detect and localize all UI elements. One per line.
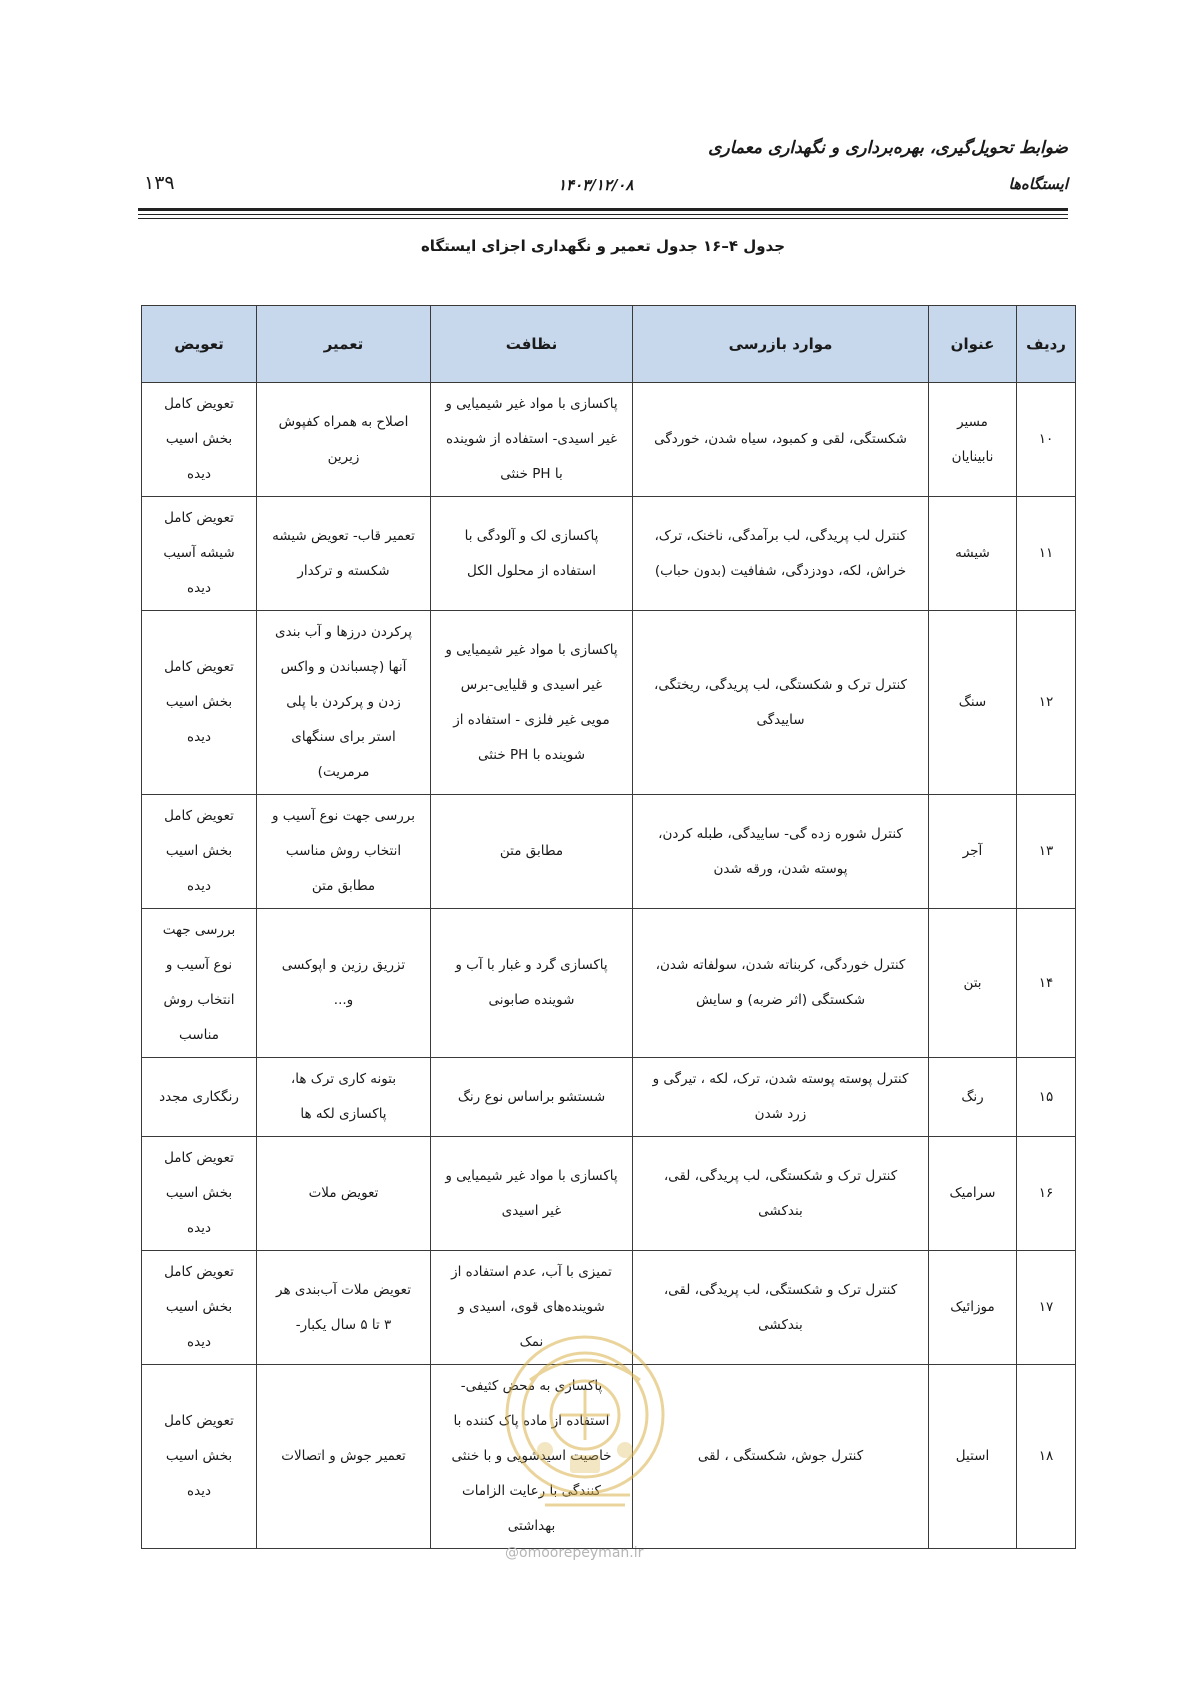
cell-inspection: کنترل ترک و شکستگی، لب پریدگی، لقی، بندکشی xyxy=(633,1137,929,1251)
table-caption: جدول ۴–۱۶ جدول تعمیر و نگهداری اجزای ایستگاه xyxy=(420,237,786,255)
header-repair: تعمیر xyxy=(257,306,431,383)
cell-cleaning: مطابق متن xyxy=(431,795,633,909)
document-title: ضوابط تحویل‌گیری، بهره‌برداری و نگهداری معماری xyxy=(708,138,1068,158)
cell-inspection: کنترل جوش، شکستگی ، لقی xyxy=(633,1365,929,1549)
cell-replacement: تعویض کامل بخش اسیب دیده xyxy=(142,795,257,909)
table-row xyxy=(142,795,1076,909)
cell-cleaning: پاکسازی گرد و غبار با آب و شوینده صابونی xyxy=(431,909,633,1058)
maintenance-table xyxy=(141,305,1076,1549)
cell-replacement: بررسی جهت نوع آسیب و انتخاب روش مناسب xyxy=(142,909,257,1058)
cell-cleaning: شستشو براساس نوع رنگ xyxy=(431,1058,633,1137)
cell-title: مسیر نابینایان xyxy=(929,383,1017,497)
cell-cleaning: پاکسازی با مواد غیر شیمیایی و غیر اسیدی و قلیایی-برس مویی غیر فلزی - استفاده از شوینده با PH خنثی xyxy=(431,611,633,795)
cell-inspection: کنترل شوره زده گی- ساییدگی، طبله کردن، پوسته شدن، ورقه شدن xyxy=(633,795,929,909)
cell-inspection: کنترل پوسته پوسته شدن، ترک، لکه ، تیرگی و زرد شدن xyxy=(633,1058,929,1137)
table-row xyxy=(142,497,1076,611)
cell-title: استیل xyxy=(929,1365,1017,1549)
cell-row-number: ۱۷ xyxy=(1017,1251,1076,1365)
table-header-row xyxy=(142,306,1076,383)
cell-inspection: کنترل ترک و شکستگی، لب پریدگی، ریختگی، ساییدگی xyxy=(633,611,929,795)
cell-cleaning: پاکسازی با مواد غیر شیمیایی و غیر اسیدی- استفاده از شوینده با PH خنثی xyxy=(431,383,633,497)
cell-inspection: شکستگی، لقی و کمبود، سیاه شدن، خوردگی xyxy=(633,383,929,497)
cell-cleaning: پاکسازی لک و آلودگی با استفاده از محلول الکل xyxy=(431,497,633,611)
table-row xyxy=(142,1137,1076,1251)
page-number: ۱۳۹ xyxy=(144,172,175,194)
cell-row-number: ۱۳ xyxy=(1017,795,1076,909)
cell-replacement: رنگکاری مجدد xyxy=(142,1058,257,1137)
cell-title: شیشه xyxy=(929,497,1017,611)
cell-replacement: تعویض کامل بخش اسیب دیده xyxy=(142,1137,257,1251)
cell-title: رنگ xyxy=(929,1058,1017,1137)
cell-inspection: کنترل ترک و شکستگی، لب پریدگی، لقی، بندکشی xyxy=(633,1251,929,1365)
cell-repair: بتونه کاری ترک ها، پاکسازی لکه ها xyxy=(257,1058,431,1137)
cell-repair: تزریق رزین و اپوکسی و... xyxy=(257,909,431,1058)
table-row xyxy=(142,909,1076,1058)
cell-inspection: کنترل خوردگی، کربناته شدن، سولفاته شدن، شکستگی (اثر ضربه) و سایش xyxy=(633,909,929,1058)
cell-title: سنگ xyxy=(929,611,1017,795)
header-divider-thin xyxy=(138,214,1068,215)
cell-title: موزائیک xyxy=(929,1251,1017,1365)
cell-replacement: تعویض کامل بخش اسیب دیده xyxy=(142,1251,257,1365)
table-row xyxy=(142,1251,1076,1365)
table-row xyxy=(142,383,1076,497)
header-divider-thin xyxy=(138,218,1068,219)
header-row-number: ردیف xyxy=(1017,306,1076,383)
table-row xyxy=(142,611,1076,795)
maintenance-table-wrapper xyxy=(142,305,1076,1549)
cell-repair: تعویض ملات xyxy=(257,1137,431,1251)
cell-row-number: ۱۰ xyxy=(1017,383,1076,497)
table-row xyxy=(142,1058,1076,1137)
cell-title: آجر xyxy=(929,795,1017,909)
cell-repair: اصلاح به همراه کفپوش زیرین xyxy=(257,383,431,497)
cell-cleaning: پاکسازی با مواد غیر شیمیایی و غیر اسیدی xyxy=(431,1137,633,1251)
header-inspection: موارد بازرسی xyxy=(633,306,929,383)
cell-repair: تعویض ملات آب‌بندی هر ۳ تا ۵ سال یکبار- xyxy=(257,1251,431,1365)
document-date: ۱۴۰۳/۱۲/۰۸ xyxy=(558,176,634,194)
cell-replacement: تعویض کامل بخش اسیب دیده xyxy=(142,1365,257,1549)
cell-row-number: ۱۱ xyxy=(1017,497,1076,611)
header-replacement: تعویض xyxy=(142,306,257,383)
table-row xyxy=(142,1365,1076,1549)
cell-row-number: ۱۸ xyxy=(1017,1365,1076,1549)
page-header xyxy=(138,128,1068,208)
cell-row-number: ۱۴ xyxy=(1017,909,1076,1058)
cell-repair: بررسی جهت نوع آسیب و انتخاب روش مناسب مطابق متن xyxy=(257,795,431,909)
cell-inspection: کنترل لب پریدگی، لب برآمدگی، ناخنک، ترک، خراش، لکه، دودزدگی، شفافیت (بدون حباب) xyxy=(633,497,929,611)
cell-title: سرامیک xyxy=(929,1137,1017,1251)
cell-title: بتن xyxy=(929,909,1017,1058)
cell-replacement: تعویض کامل بخش اسیب دیده xyxy=(142,611,257,795)
cell-replacement: تعویض کامل بخش اسیب دیده xyxy=(142,383,257,497)
cell-repair: پرکردن درزها و آب بندی آنها (چسباندن و واکس زدن و پرکردن با پلی استر برای سنگهای مرمریت) xyxy=(257,611,431,795)
cell-row-number: ۱۶ xyxy=(1017,1137,1076,1251)
cell-row-number: ۱۲ xyxy=(1017,611,1076,795)
cell-repair: تعمیر قاب- تعویض شیشه شکسته و ترکدار xyxy=(257,497,431,611)
header-cleaning: نظافت xyxy=(431,306,633,383)
cell-repair: تعمیر جوش و اتصالات xyxy=(257,1365,431,1549)
header-title: عنوان xyxy=(929,306,1017,383)
document-subtitle: ایستگاه‌ها xyxy=(1008,175,1068,193)
header-divider-thick xyxy=(138,208,1068,211)
cell-row-number: ۱۵ xyxy=(1017,1058,1076,1137)
cell-cleaning: پاکسازی به محض کثیفی- استفاده از ماده پاک کننده با خاصیت اسیدشویی و با خنثی کنندگی با رعایت الزامات بهداشتی xyxy=(431,1365,633,1549)
cell-cleaning: تمیزی با آب، عدم استفاده از شوینده‌های قوی، اسیدی و نمک xyxy=(431,1251,633,1365)
watermark-text: @omoorepeyman.ir xyxy=(505,1545,644,1561)
cell-replacement: تعویض کامل شیشه آسیب دیده xyxy=(142,497,257,611)
